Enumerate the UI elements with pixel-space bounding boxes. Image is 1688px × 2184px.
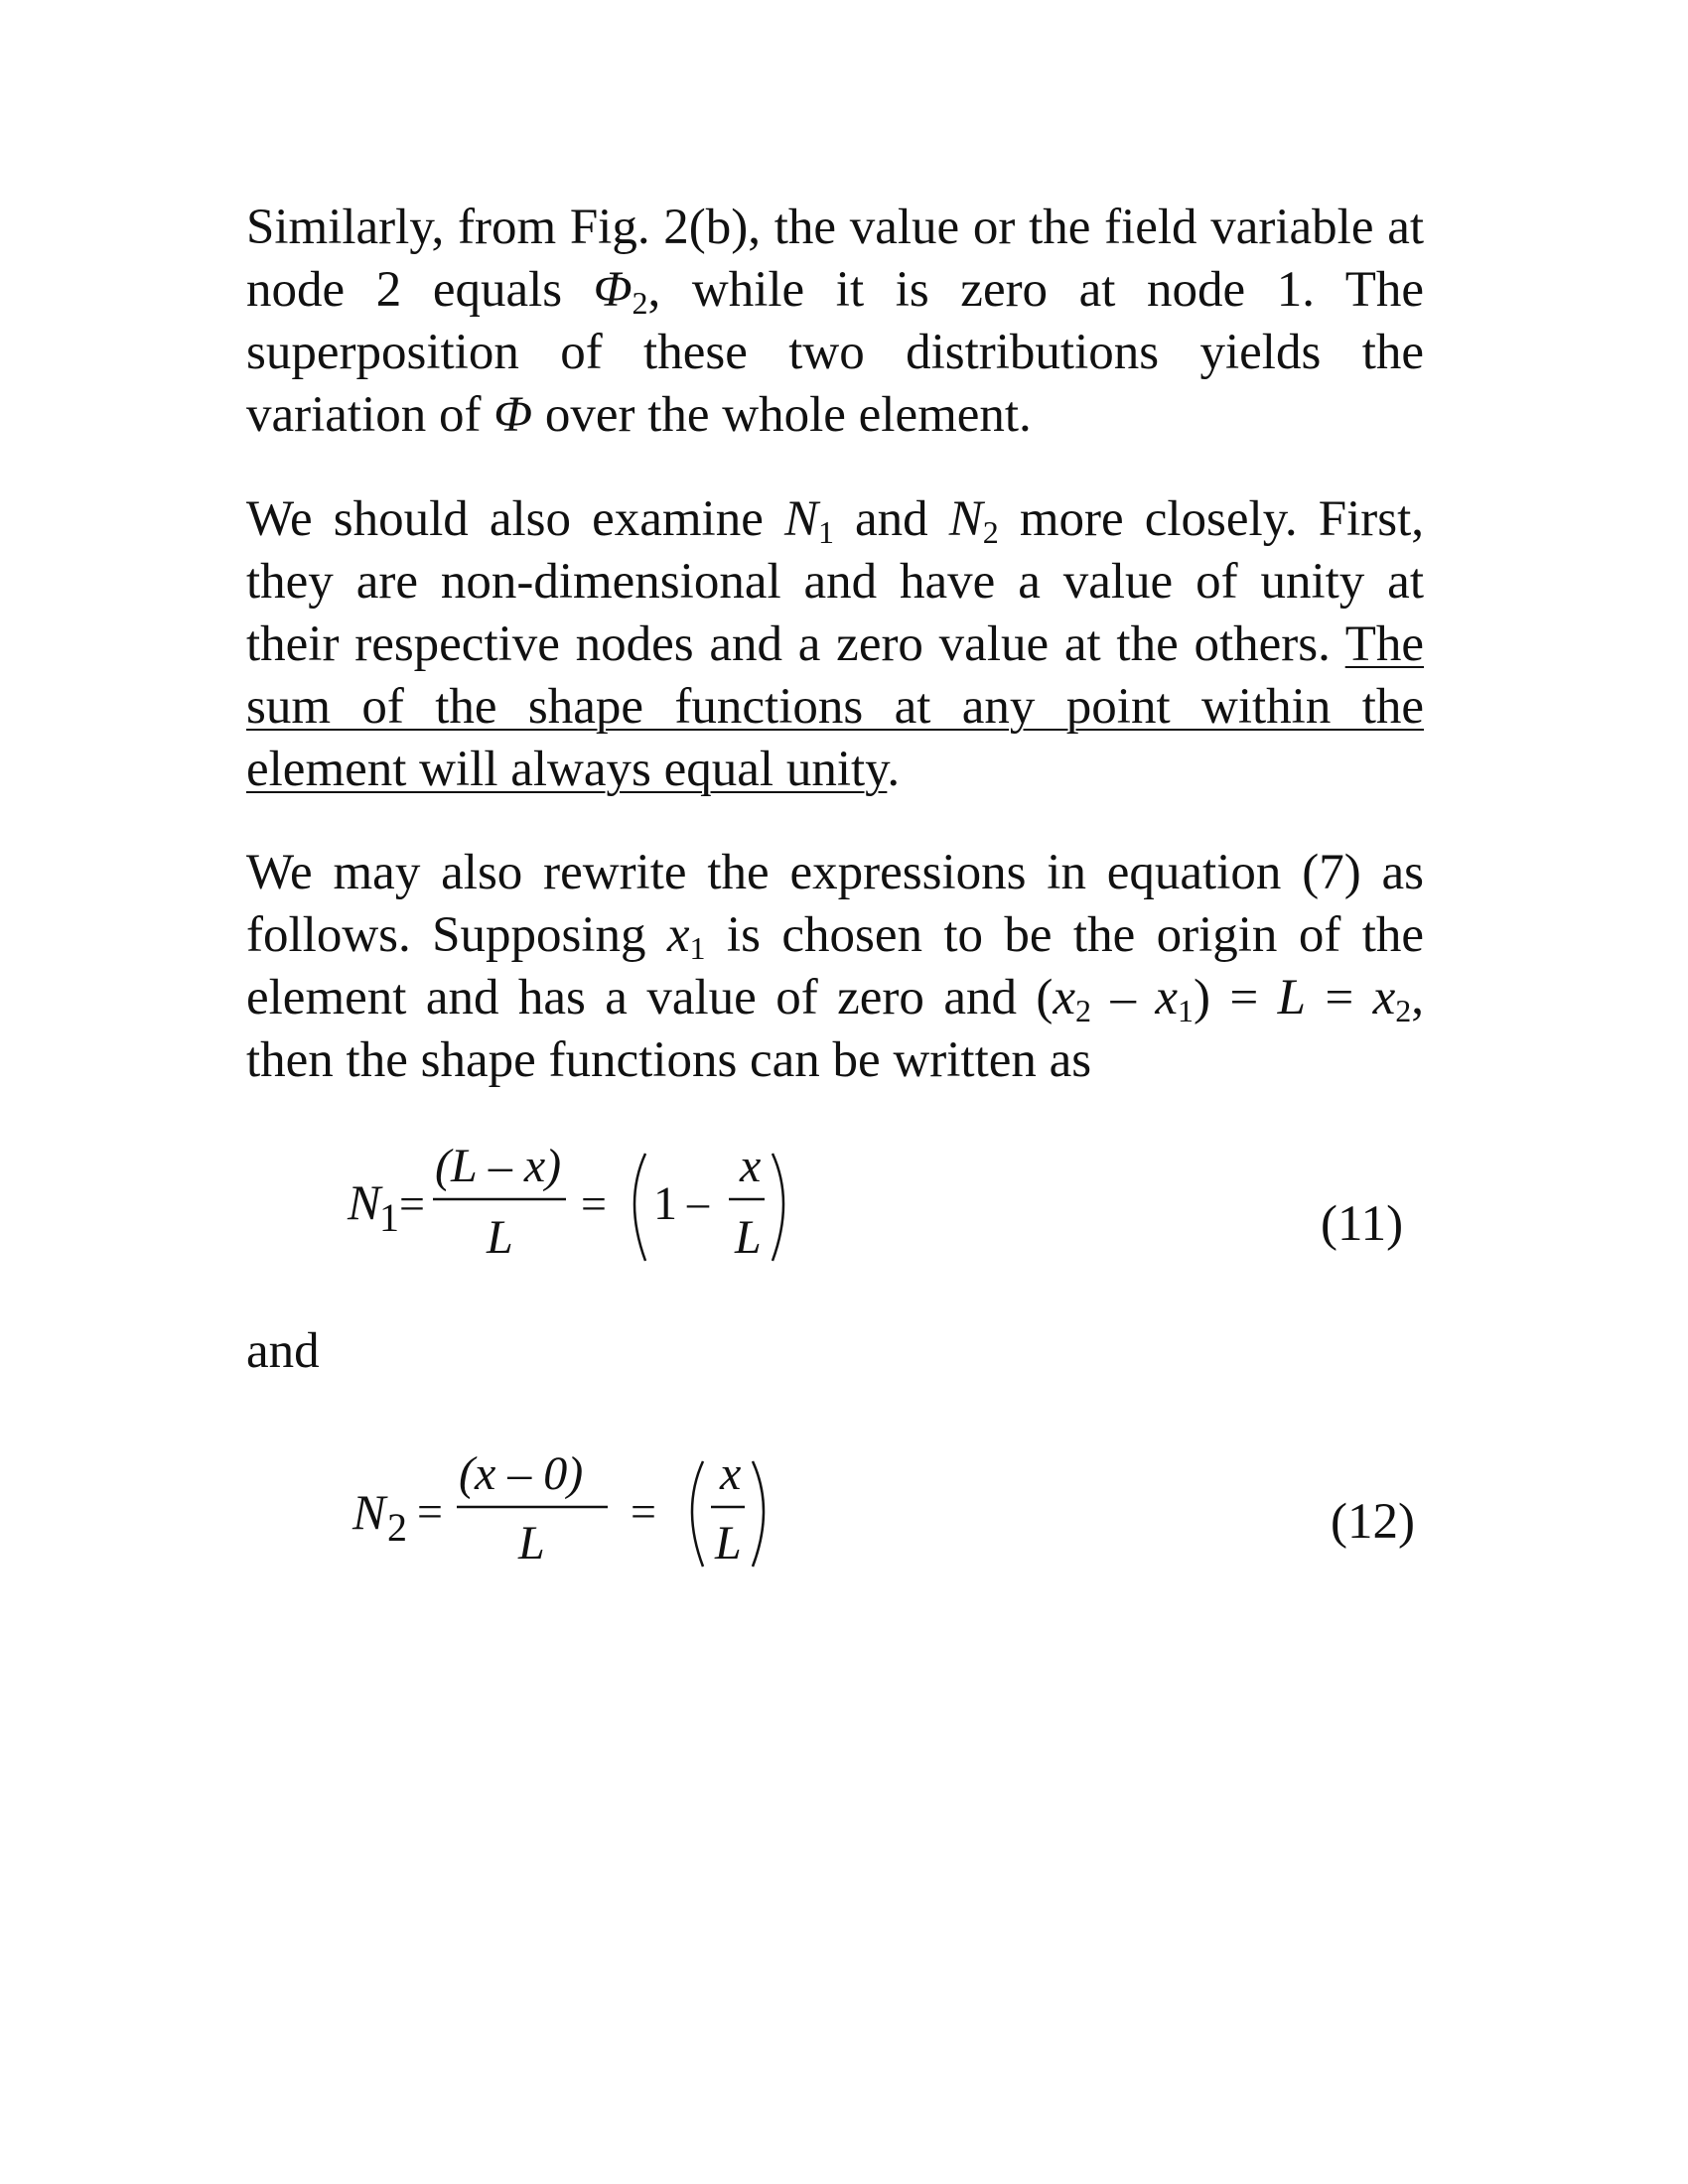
paragraph-3-text-d: ) = [1194, 970, 1278, 1025]
eq12-frac1-num: (x – 0) [459, 1447, 584, 1500]
paragraph-3-text-e: = [1306, 970, 1373, 1025]
eq11-one: 1 [653, 1177, 677, 1230]
paragraph-1-text-a: Similarly, from Fig. 2(b), the value or the field variable at node 2 equals [246, 200, 1424, 318]
eq12-frac2-den: L [715, 1517, 742, 1570]
phi-symbol: Φ [593, 262, 633, 318]
paragraph-3-text-a: We may also rewrite the expressions in equation (7) as follows. Supposing [246, 845, 1424, 963]
n2-symbol: N [948, 491, 983, 547]
phi-symbol: Φ [493, 387, 533, 443]
paragraph-2-text-a: We should also examine [246, 491, 784, 547]
x1-subscript: 1 [1178, 993, 1195, 1028]
x2-subscript: 2 [1395, 993, 1412, 1028]
eq11-right-paren [773, 1154, 783, 1261]
phi-subscript: 2 [632, 285, 648, 321]
n1-subscript: 1 [817, 514, 834, 550]
eq11-lhs-sub: 1 [379, 1195, 399, 1240]
x1-symbol: x [1155, 970, 1179, 1025]
paragraph-2-text-d: . [887, 742, 901, 797]
x1-subscript: 1 [689, 930, 706, 966]
paragraph-3 [246, 842, 1424, 1092]
equation-12-number: (12) [1331, 1494, 1415, 1550]
eq11-frac2-num: x [740, 1140, 762, 1192]
paragraph-1-text-c: over the whole element. [532, 387, 1032, 443]
eq12-left-paren [692, 1461, 703, 1567]
paragraph-2-text-b: and [833, 491, 949, 547]
n2-subscript: 2 [982, 514, 999, 550]
eq11-lhs-var: N [348, 1174, 381, 1230]
paragraph-3-text-f: , then the shape functions can be written as [246, 970, 1425, 1088]
eq12-lhs-var: N [352, 1484, 386, 1540]
n1-symbol: N [783, 491, 818, 547]
eq11-frac1-den: L [487, 1211, 513, 1264]
paragraph-1 [246, 197, 1424, 447]
length-symbol: L [1277, 970, 1307, 1025]
eq12-frac2-num: x [720, 1447, 742, 1500]
eq12-right-paren [753, 1461, 764, 1567]
equation-11-number: (11) [1321, 1196, 1404, 1252]
eq12-lhs-sub: 2 [387, 1505, 407, 1550]
paragraph-3-text-b: is chosen to be the origin of the element and has a value of zero and ( [246, 907, 1424, 1025]
connector-and: and [246, 1323, 320, 1379]
x2-symbol: x [1372, 970, 1396, 1025]
x2-symbol: x [1053, 970, 1076, 1025]
eq11-minus: – [687, 1178, 709, 1227]
paragraph-2-text-c: more closely. First, they are non-dimensional and have a value of unity at their respective nodes and a zero value at the others. [246, 491, 1425, 672]
eq11-frac1-num: (L – x) [435, 1140, 562, 1192]
eq11-equals-1: = [399, 1178, 425, 1229]
underlined-statement: The sum of the shape functions at any point within the element will always equal unity [246, 616, 1424, 797]
paragraph-2 [246, 488, 1424, 801]
eq12-frac1-den: L [518, 1517, 545, 1570]
equation-12 [338, 1430, 834, 1578]
eq11-equals-2: = [581, 1178, 607, 1229]
eq11-frac2-den: L [735, 1211, 762, 1264]
eq12-equals-1: = [417, 1486, 443, 1537]
equation-11 [338, 1132, 834, 1281]
x1-symbol: x [666, 907, 690, 963]
eq11-left-paren [634, 1154, 645, 1261]
eq12-equals-2: = [631, 1486, 656, 1537]
paragraph-1-text-b: , while it is zero at node 1. The superposition of these two distributions yields the variation of [246, 262, 1424, 443]
paragraph-3-text-c: – [1091, 970, 1156, 1025]
x2-subscript: 2 [1075, 993, 1092, 1028]
